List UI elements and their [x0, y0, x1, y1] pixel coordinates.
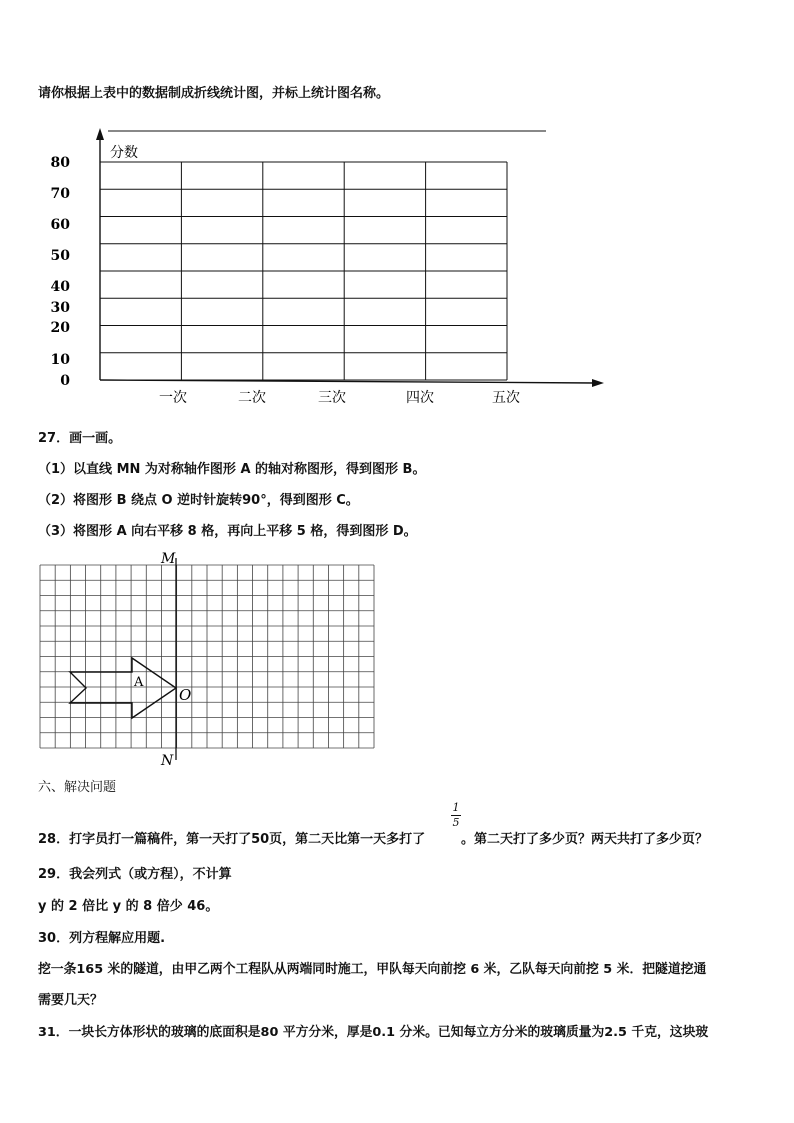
q29-title: 29．我会列式（或方程），不计算 [38, 867, 232, 882]
q30-line-1: 挖一条165 米的隧道，由甲乙两个工程队从两端同时施工，甲队每天向前挖 6 米，乙队每天向前挖 5 米．把隧道挖通 [38, 962, 707, 977]
square-grid [40, 565, 374, 748]
fraction-denominator: 5 [452, 816, 460, 829]
q28-text-before: 28．打字员打一篇稿件，第一天打了50页，第二天比第一天多打了 [38, 832, 426, 847]
figure-a-label: A [134, 675, 144, 690]
x-tick-label: 四次 [406, 390, 434, 406]
y-tick-label: 70 [50, 186, 70, 202]
q27-title: 27．画一画。 [38, 431, 122, 446]
y-tick-label: 60 [50, 217, 70, 233]
y-axis-label: 分数 [110, 145, 138, 161]
q28-fraction [451, 802, 461, 829]
q27-item-3: （3）将图形 A 向右平移 8 格，再向上平移 5 格，得到图形 D。 [38, 524, 417, 539]
q27-item-2: （2）将图形 B 绕点 O 逆时针旋转90°，得到图形 C。 [38, 493, 359, 508]
section-6-heading: 六、解决问题 [38, 780, 117, 795]
x-tick-label: 三次 [318, 390, 346, 406]
x-tick-label: 一次 [159, 390, 187, 406]
q31-text: 31．一块长方体形状的玻璃的底面积是80 平方分米，厚是0.1 分米。已知每立方分米的玻璃质量为2.5 千克，这块玻 [38, 1025, 709, 1040]
label-m: M [161, 551, 176, 567]
label-n: N [161, 753, 174, 769]
y-tick-label: 20 [50, 320, 70, 336]
y-tick-label: 10 [50, 352, 70, 368]
y-tick-label: 50 [50, 248, 70, 264]
label-o: O [179, 686, 192, 704]
y-tick-label: 0 [60, 373, 70, 389]
y-tick-label: 40 [50, 279, 70, 295]
q30-title: 30．列方程解应用题. [38, 931, 166, 946]
x-tick-label: 五次 [492, 390, 520, 406]
fraction-numerator: 1 [452, 801, 460, 814]
q30-line-2: 需要几天？ [38, 993, 104, 1008]
q29-text: y 的 2 倍比 y 的 8 倍少 46。 [38, 899, 219, 914]
q28-text-after: 。第二天打了多少页？两天共打了多少页？ [461, 832, 709, 847]
chart-instruction: 请你根据上表中的数据制成折线统计图，并标上统计图名称。 [38, 86, 390, 101]
y-tick-label: 80 [50, 155, 70, 171]
q27-item-1: （1）以直线 MN 为对称轴作图形 A 的轴对称图形，得到图形 B。 [38, 462, 426, 477]
y-tick-label: 30 [50, 300, 70, 316]
x-tick-label: 二次 [238, 390, 266, 406]
